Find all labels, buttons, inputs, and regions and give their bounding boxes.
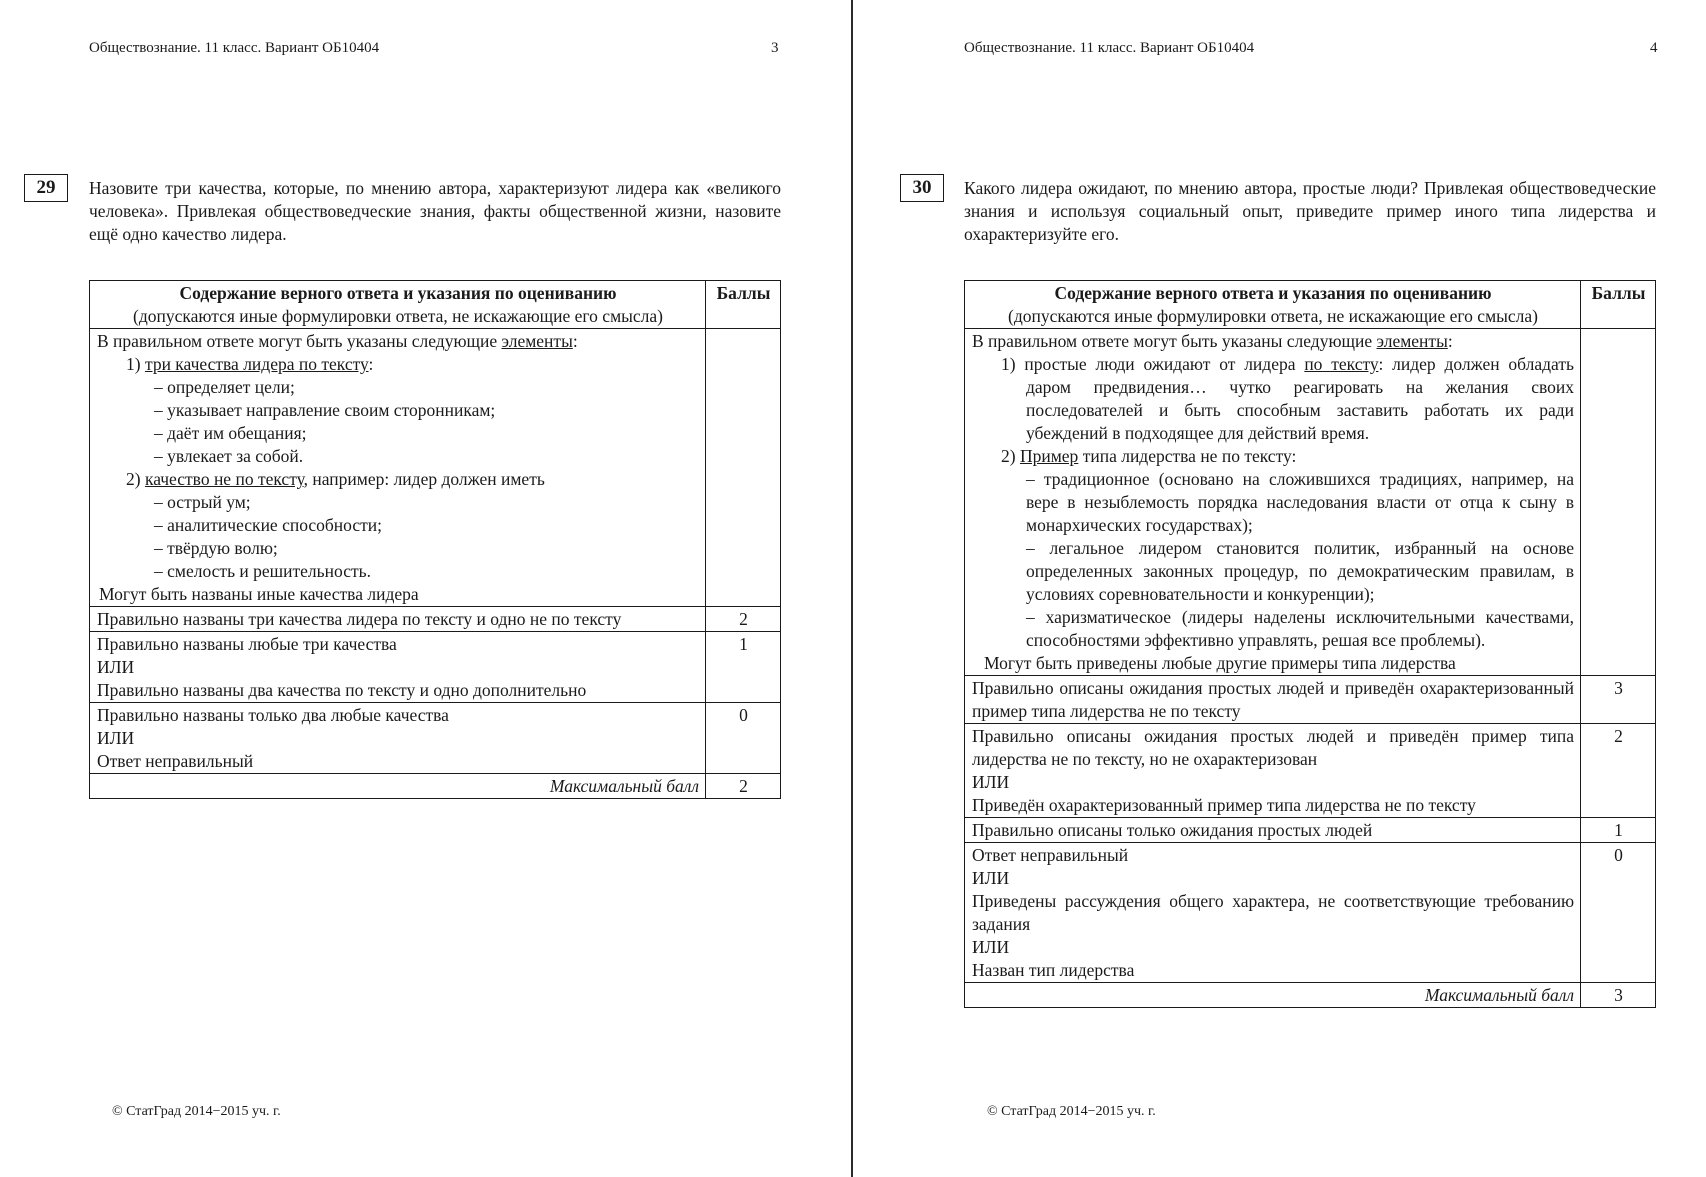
max-score-value: 2 <box>706 774 781 799</box>
point-2: 2) качество не по тексту, например: лидер должен иметь <box>126 469 545 489</box>
header-content-cell <box>90 281 706 329</box>
point-2: 2) Пример типа лидерства не по тексту: <box>1001 446 1297 466</box>
list-item: – смелость и решительность. <box>154 561 371 581</box>
page-header-title: Обществознание. 11 класс. Вариант ОБ10404 <box>89 40 380 56</box>
list-item: – указывает направление своим сторонникам; <box>154 400 496 420</box>
score-cell: 0 <box>706 703 781 774</box>
point-1: 1) простые люди ожидают от лидера по тексту: лидер должен обладать даром предвидения… чутко реагировать на желания своих последователей и быть способным заставить работать их ради убеждений в подходящее для действий время. <box>1001 354 1575 443</box>
criterion-cell: Правильно названы три качества лидера по тексту и одно не по тексту <box>90 607 706 632</box>
page-header-title: Обществознание. 11 класс. Вариант ОБ10404 <box>964 40 1255 56</box>
header-title: Содержание верного ответа и указания по оцениванию <box>179 283 617 303</box>
header-points: Баллы <box>706 281 781 329</box>
table-row <box>90 632 781 703</box>
table-row <box>965 818 1656 843</box>
scoring-table <box>89 280 781 799</box>
page-3 <box>0 0 851 1177</box>
max-score-label: Максимальный балл <box>90 774 706 799</box>
score-cell: 2 <box>706 607 781 632</box>
table-row <box>90 703 781 774</box>
score-cell: 1 <box>706 632 781 703</box>
list-item: – даёт им обещания; <box>154 423 307 443</box>
intro-line: В правильном ответе могут быть указаны следующие элементы: <box>972 331 1453 351</box>
answer-elements-cell <box>90 329 706 607</box>
page-number: 4 <box>1650 40 1658 56</box>
note: Могут быть названы иные качества лидера <box>99 584 419 604</box>
footer-copyright: © СтатГрад 2014−2015 уч. г. <box>112 1104 281 1119</box>
criterion-cell: Правильно названы любые три качества ИЛИ Правильно названы два качества по тексту и одно дополнительно <box>90 632 706 703</box>
list-item: – харизматическое (лидеры наделены исключительными качествами, способностями эффективно управлять, решая все проблемы). <box>1026 607 1575 650</box>
table-header-row <box>90 281 781 329</box>
scoring-table <box>964 280 1656 1008</box>
table-header-row <box>965 281 1656 329</box>
score-cell: 0 <box>1581 843 1656 983</box>
max-score-label: Максимальный балл <box>965 983 1581 1008</box>
criterion-cell: Правильно описаны только ожидания простых людей <box>965 818 1581 843</box>
list-item: – определяет цели; <box>154 377 295 397</box>
point-1: 1) три качества лидера по тексту: <box>126 354 374 374</box>
max-score-row <box>90 774 781 799</box>
header-subtitle: (допускаются иные формулировки ответа, не искажающие его смысла) <box>1008 306 1538 326</box>
header-content-cell <box>965 281 1581 329</box>
question-number: 29 <box>24 174 68 202</box>
header-points: Баллы <box>1581 281 1656 329</box>
criterion-cell: Правильно описаны ожидания простых людей и приведён пример типа лидерства не по тексту, но не охарактеризован ИЛИ Приведён охарактеризованный пример типа лидерства не по тексту <box>965 724 1581 818</box>
list-item: – традиционное (основано на сложившихся традициях, например, на вере в незыблемость порядка наследования власти от отца к сыну в монархических государствах); <box>1026 469 1575 535</box>
score-cell: 1 <box>1581 818 1656 843</box>
table-row <box>90 607 781 632</box>
header-title: Содержание верного ответа и указания по оцениванию <box>1054 283 1492 303</box>
table-row <box>965 724 1656 818</box>
score-cell: 2 <box>1581 724 1656 818</box>
page-number: 3 <box>771 40 779 56</box>
answer-elements-cell <box>965 329 1581 676</box>
answer-elements-row <box>965 329 1656 676</box>
max-score-value: 3 <box>1581 983 1656 1008</box>
answer-elements-row <box>90 329 781 607</box>
list-item: – аналитические способности; <box>154 515 383 535</box>
list-item: – увлекает за собой. <box>154 446 304 466</box>
page-4 <box>853 0 1706 1177</box>
list-item: – твёрдую волю; <box>154 538 278 558</box>
header-subtitle: (допускаются иные формулировки ответа, не искажающие его смысла) <box>133 306 663 326</box>
footer-copyright: © СтатГрад 2014−2015 уч. г. <box>987 1104 1156 1119</box>
question-text: Назовите три качества, которые, по мнению автора, характеризуют лидера как «великого человека». Привлекая обществоведческие знания, факты общественной жизни, назовите ещё одно качество лидера. <box>89 178 781 244</box>
max-score-row <box>965 983 1656 1008</box>
list-item: – острый ум; <box>154 492 251 512</box>
question-number: 30 <box>900 174 944 202</box>
empty-score-cell <box>706 329 781 607</box>
list-item: – легальное лидером становится политик, избранный на основе определенных законных процедур, по демократическим правилам, в условиях соревновательности и конкуренции); <box>1026 538 1575 604</box>
table-row <box>965 843 1656 983</box>
criterion-cell: Правильно описаны ожидания простых людей и приведён охарактеризованный пример типа лидерства не по тексту <box>965 676 1581 724</box>
table-row <box>965 676 1656 724</box>
question-text: Какого лидера ожидают, по мнению автора, простые люди? Привлекая обществоведческие знания и используя социальный опыт, приведите пример иного типа лидерства и охарактеризуйте его. <box>964 178 1656 244</box>
empty-score-cell <box>1581 329 1656 676</box>
criterion-cell: Ответ неправильный ИЛИ Приведены рассуждения общего характера, не соответствующие требованию задания ИЛИ Назван тип лидерства <box>965 843 1581 983</box>
criterion-cell: Правильно названы только два любые качества ИЛИ Ответ неправильный <box>90 703 706 774</box>
intro-line: В правильном ответе могут быть указаны следующие элементы: <box>97 331 578 351</box>
note: Могут быть приведены любые другие примеры типа лидерства <box>984 653 1456 673</box>
score-cell: 3 <box>1581 676 1656 724</box>
